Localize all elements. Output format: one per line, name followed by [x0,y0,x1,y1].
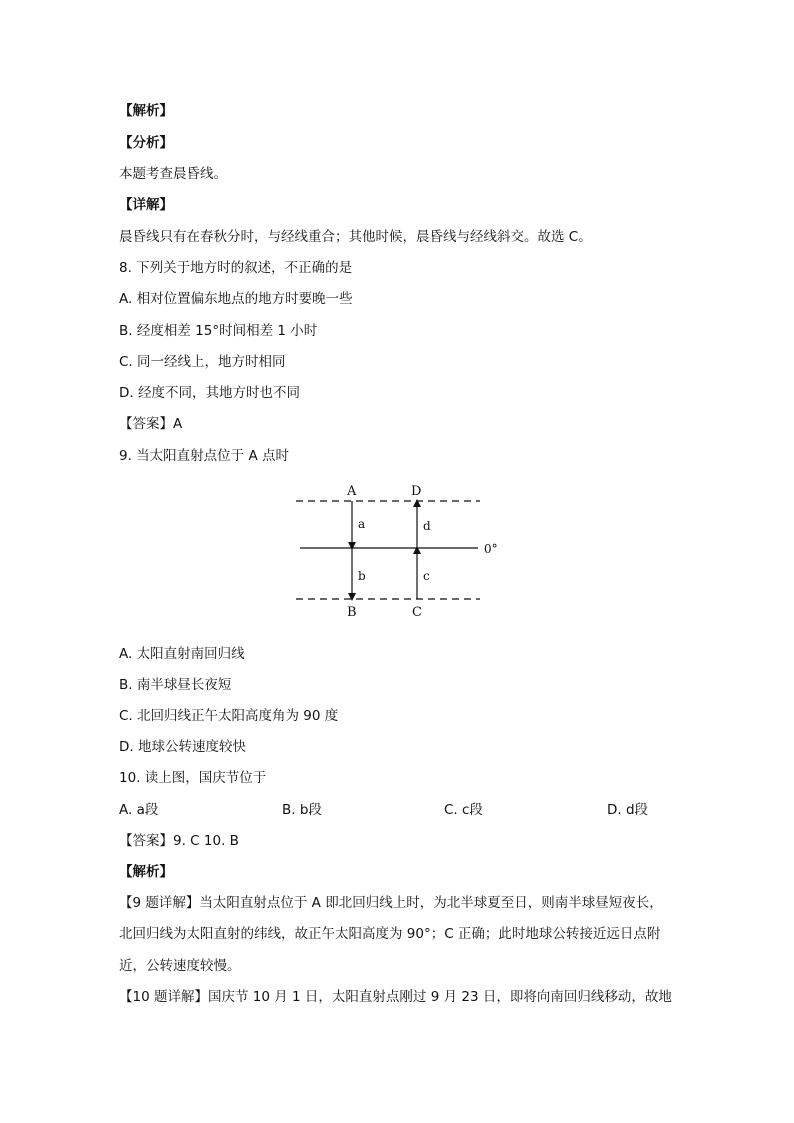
section-fenxi-heading: 【分析】 [119,135,173,151]
q10-option-d: D. d段 [607,802,649,818]
answers-line: 【答案】9. C 10. B [119,833,239,849]
label-A: A [347,484,357,499]
label-c: c [423,569,430,583]
fenxi-text: 本题考查晨昏线。 [119,166,227,182]
label-B: B [347,605,357,620]
q9-option-b: B. 南半球昼长夜短 [119,677,232,693]
label-equator: 0° [484,542,498,556]
q10-option-a: A. a段 [119,802,159,818]
q10-option-b: B. b段 [282,802,322,818]
detail9-line3: 近，公转速度较慢。 [119,958,241,974]
q8-option-a: A. 相对位置偏东地点的地方时要晚一些 [119,291,353,307]
q8-option-b: B. 经度相差 15°时间相差 1 小时 [119,323,318,339]
label-D: D [411,484,422,499]
label-d: d [423,519,431,533]
q10-option-c: C. c段 [444,802,483,818]
detail10-line1: 【10 题详解】国庆节 10 月 1 日，太阳直射点刚过 9 月 23 日，即将向南回归线移动，故地 [119,989,672,1005]
section-jiexi-heading: 【解析】 [119,103,173,119]
q8-option-c: C. 同一经线上，地方时相同 [119,354,286,370]
q10-stem: 10. 读上图，国庆节位于 [119,770,267,786]
q8-stem: 8. 下列关于地方时的叙述，不正确的是 [119,260,353,276]
q8-option-d: D. 经度不同，其地方时也不同 [119,385,300,401]
xiangjie-text: 晨昏线只有在春秋分时，与经线重合；其他时候，晨昏线与经线斜交。故选 C。 [119,229,592,245]
section-jiexi-heading-2: 【解析】 [119,864,173,880]
label-C: C [412,605,422,620]
detail9-line2: 北回归线为太阳直射的纬线，故正午太阳高度为 90°；C 正确；此时地球公转接近远日点附 [119,926,661,942]
label-a: a [358,517,366,531]
q8-answer: 【答案】A [119,416,183,432]
q9-option-a: A. 太阳直射南回归线 [119,646,245,662]
sun-direct-point-diagram [290,478,510,623]
q9-option-c: C. 北回归线正午太阳高度角为 90 度 [119,708,339,724]
q9-stem: 9. 当太阳直射点位于 A 点时 [119,448,289,464]
label-b: b [358,569,366,583]
section-xiangjie-heading: 【详解】 [119,197,173,213]
detail9-line1: 【9 题详解】当太阳直射点位于 A 即北回归线上时，为北半球夏至日，则南半球昼短夜长， [119,895,663,911]
q9-option-d: D. 地球公转速度较快 [119,739,246,755]
